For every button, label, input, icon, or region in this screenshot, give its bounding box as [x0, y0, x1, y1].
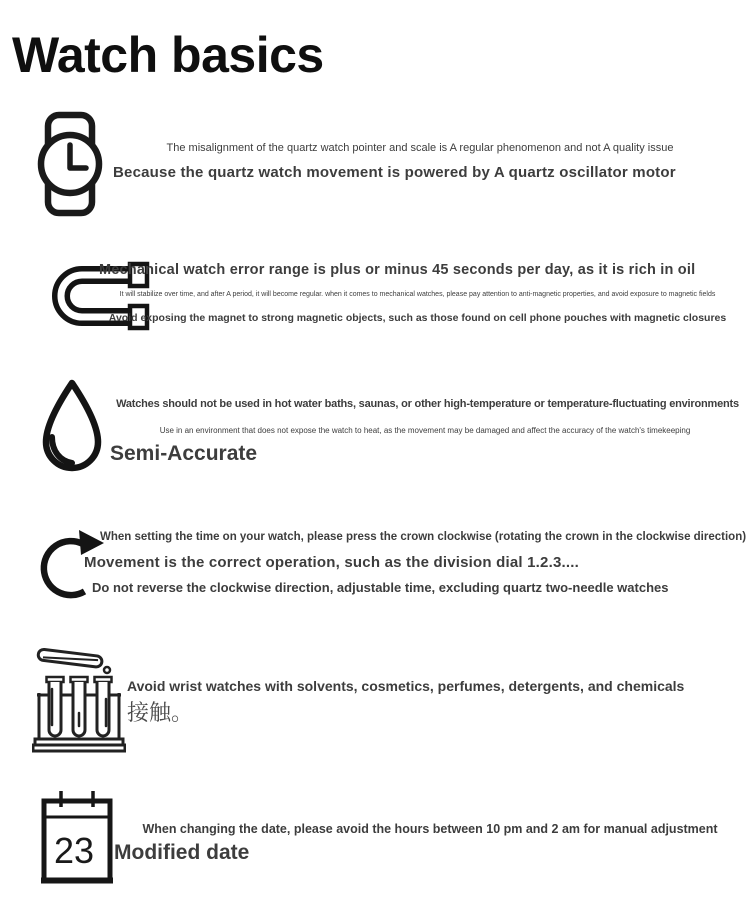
test-tubes-icon — [32, 643, 126, 755]
date-headline-text: Modified date — [114, 841, 250, 864]
crown-subheadline-text: Do not reverse the clockwise direction, adjustable time, excluding quartz two-needle watches — [92, 580, 669, 595]
magnet-fine-print-text: It will stabilize over time, and after A period, it will become regular. when it comes to mechanical watches, please pay attention to anti-magnetic properties, and avoid exposure to magnetic fields — [119, 291, 716, 298]
chemicals-note-text: Avoid wrist watches with solvents, cosmetics, perfumes, detergents, and chemicals — [127, 678, 685, 694]
page-title: Watch basics — [12, 27, 324, 83]
watch-icon — [37, 111, 103, 217]
calendar-day-number: 23 — [53, 830, 95, 871]
crown-headline-text: Movement is the correct operation, such as the division dial 1.2.3.... — [84, 554, 579, 571]
date-note-text: When changing the date, please avoid the hours between 10 pm and 2 am for manual adjustment — [142, 822, 718, 836]
chemicals-cjk-text: 接触。 — [127, 700, 194, 725]
heat-headline-text: Semi-Accurate — [110, 442, 258, 465]
quartz-headline-text: Because the quartz watch movement is powered by A quartz oscillator motor — [113, 164, 676, 181]
crown-note-text: When setting the time on your watch, please press the crown clockwise (rotating the crown in the clockwise direction) — [100, 531, 747, 543]
heat-fine-print-text: Use in an environment that does not expose the watch to heat, as the movement may be damaged and affect the accuracy of the watch's timekeeping — [159, 426, 691, 435]
magnet-headline-text: Mechanical watch error range is plus or minus 45 seconds per day, as it is rich in oil — [99, 262, 696, 278]
quartz-note-text: The misalignment of the quartz watch pointer and scale is A regular phenomenon and not A quality issue — [166, 142, 674, 154]
water-drop-icon — [38, 377, 106, 478]
magnet-note-text: Avoid exposing the magnet to strong magnetic objects, such as those found on cell phone pouches with magnetic closures — [108, 312, 727, 324]
heat-note-text: Watches should not be used in hot water baths, saunas, or other high-temperature or temperature-fluctuating environments — [116, 398, 739, 410]
